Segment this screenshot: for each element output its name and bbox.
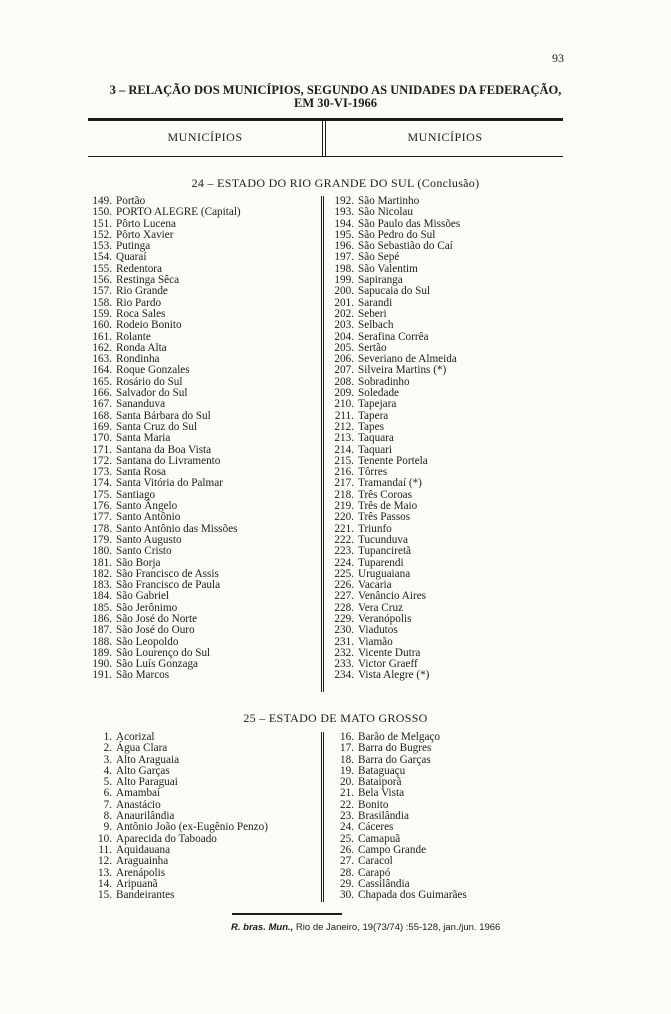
municipality-name: Salvador do Sul xyxy=(116,387,188,400)
item-number: 184. xyxy=(92,590,112,603)
item-number: 161. xyxy=(92,330,112,343)
item-number: 22. xyxy=(340,798,354,811)
municipality-name: Viadutos xyxy=(358,624,398,637)
municipality-name: Redentora xyxy=(116,262,162,275)
item-number: 233. xyxy=(334,658,354,671)
municipality-name: Barra do Bugres xyxy=(358,742,432,755)
municipality-name: Bataguaçu xyxy=(358,764,406,777)
item-number: 10. xyxy=(98,832,112,845)
item-number: 200. xyxy=(334,285,354,298)
item-number: 189. xyxy=(92,646,112,659)
item-number: 3. xyxy=(103,753,112,766)
item-number: 214. xyxy=(334,443,354,456)
municipality-name: Seberi xyxy=(358,307,387,320)
item-number: 21. xyxy=(340,787,354,800)
item-number: 157. xyxy=(92,285,112,298)
list-item xyxy=(85,879,268,890)
municipality-name: Aparecida do Taboado xyxy=(116,832,217,845)
list-item xyxy=(327,433,460,444)
municipality-name: São Valentim xyxy=(358,262,418,275)
list-item xyxy=(85,868,268,879)
municipality-name: Tupanciretã xyxy=(358,545,412,558)
municipality-name: Cassilândia xyxy=(358,877,410,890)
item-number: 191. xyxy=(92,669,112,682)
list-item xyxy=(85,286,241,297)
item-number: 152. xyxy=(92,228,112,241)
page-title: 3 – RELAÇÃO DOS MUNICÍPIOS, SEGUNDO AS UNIDADES DA FEDERAÇÃO, xyxy=(109,83,562,97)
item-number: 194. xyxy=(334,217,354,230)
list-item xyxy=(327,890,467,901)
item-number: 13. xyxy=(98,866,112,879)
list-item xyxy=(85,800,268,811)
item-number: 222. xyxy=(334,533,354,546)
municipality-name: São Sepé xyxy=(358,251,400,264)
item-number: 177. xyxy=(92,511,112,524)
municipality-name: Santo Cristo xyxy=(116,545,172,558)
municipality-name: Triunfo xyxy=(358,522,392,535)
item-number: 234. xyxy=(334,669,354,682)
municipality-name: Tuparendi xyxy=(358,556,404,569)
item-number: 27. xyxy=(340,855,354,868)
municipality-name: Bandeirantes xyxy=(116,889,175,902)
municipality-name: Campo Grande xyxy=(358,843,427,856)
list-item xyxy=(85,845,268,856)
municipality-name: Vera Cruz xyxy=(358,601,404,614)
municipality-name: Vicente Dutra xyxy=(358,646,421,659)
item-number: 23. xyxy=(340,810,354,823)
municipality-name: Tramandaí (*) xyxy=(358,477,422,490)
municipality-name: Santo Augusto xyxy=(116,533,182,546)
item-number: 228. xyxy=(334,601,354,614)
item-number: 232. xyxy=(334,646,354,659)
municipality-name: Rolante xyxy=(116,330,151,343)
municipality-name: Chapada dos Guimarães xyxy=(358,889,467,902)
municipality-name: Tapera xyxy=(358,409,389,422)
item-number: 11. xyxy=(98,843,112,856)
municipality-name: São José do Norte xyxy=(116,612,198,625)
item-number: 205. xyxy=(334,341,354,354)
municipality-list-right xyxy=(327,196,460,682)
municipality-name: Pôrto Xavier xyxy=(116,228,174,241)
municipality-name: Santa Cruz do Sul xyxy=(116,420,198,433)
item-number: 150. xyxy=(92,206,112,219)
item-number: 183. xyxy=(92,579,112,592)
municipality-name: Roca Sales xyxy=(116,307,166,320)
municipality-list-left xyxy=(85,732,268,901)
municipality-name: Taquara xyxy=(358,432,394,445)
municipality-name: Selbach xyxy=(358,319,394,332)
item-number: 225. xyxy=(334,567,354,580)
municipality-name: São José do Ouro xyxy=(116,624,195,637)
municipality-name: São Francisco de Paula xyxy=(116,579,221,592)
list-item xyxy=(327,399,460,410)
item-number: 30. xyxy=(340,889,354,902)
municipality-name: Vacaria xyxy=(358,579,392,592)
item-number: 170. xyxy=(92,432,112,445)
municipality-name: Tapejara xyxy=(358,398,397,411)
municipality-name: Santo Antônio xyxy=(116,511,181,524)
municipality-name: Água Clara xyxy=(116,742,168,755)
list-item xyxy=(85,788,268,799)
municipality-name: Pôrto Lucena xyxy=(116,217,176,230)
list-item xyxy=(327,286,460,297)
item-number: 29. xyxy=(340,877,354,890)
municipality-name: Brasilândia xyxy=(358,810,409,823)
item-number: 172. xyxy=(92,454,112,467)
municipality-name: São Leopoldo xyxy=(116,635,179,648)
municipality-name: Camapuã xyxy=(358,832,401,845)
item-number: 7. xyxy=(103,798,112,811)
municipality-name: Restinga Sêca xyxy=(116,274,180,287)
item-number: 173. xyxy=(92,466,112,479)
item-number: 156. xyxy=(92,274,112,287)
header-column-divider xyxy=(322,120,326,156)
column-divider xyxy=(321,732,324,902)
municipality-name: São Martinho xyxy=(358,195,420,207)
municipality-name: São Pedro do Sul xyxy=(358,228,436,241)
municipality-name: Rosário do Sul xyxy=(116,375,183,388)
municipality-name: Rio Pardo xyxy=(116,296,162,309)
item-number: 207. xyxy=(334,364,354,377)
municipality-name: Tenente Portela xyxy=(358,454,428,467)
municipality-name: Vista Alegre (*) xyxy=(358,669,430,682)
item-number: 220. xyxy=(334,511,354,524)
item-number: 9. xyxy=(103,821,112,834)
item-number: 217. xyxy=(334,477,354,490)
item-number: 215. xyxy=(334,454,354,467)
item-number: 26. xyxy=(340,843,354,856)
item-number: 24. xyxy=(340,821,354,834)
item-number: 15. xyxy=(98,889,112,902)
item-number: 166. xyxy=(92,387,112,400)
list-item xyxy=(85,755,268,766)
item-number: 5. xyxy=(103,776,112,789)
page-title-date: EM 30-VI-1966 xyxy=(294,96,377,110)
municipality-name: São Nicolau xyxy=(358,206,413,219)
item-number: 208. xyxy=(334,375,354,388)
municipality-name: PORTO ALEGRE (Capital) xyxy=(116,206,241,219)
municipality-name: São Gabriel xyxy=(116,590,170,603)
item-number: 226. xyxy=(334,579,354,592)
item-number: 176. xyxy=(92,500,112,513)
item-number: 20. xyxy=(340,776,354,789)
item-number: 230. xyxy=(334,624,354,637)
item-number: 18. xyxy=(340,753,354,766)
municipality-name: Serafina Corrêa xyxy=(358,330,429,343)
item-number: 219. xyxy=(334,500,354,513)
item-number: 155. xyxy=(92,262,112,275)
item-number: 165. xyxy=(92,375,112,388)
municipality-name: Alto Paraguai xyxy=(116,776,178,789)
municipality-name: Sananduva xyxy=(116,398,166,411)
item-number: 190. xyxy=(92,658,112,671)
municipality-name: Santa Maria xyxy=(116,432,171,445)
municipality-name: Tôrres xyxy=(358,466,388,479)
municipality-name: Anastácio xyxy=(116,798,161,811)
municipality-name: Alto Araguaia xyxy=(116,753,180,766)
municipality-name: Antônio João (ex-Eugênio Penzo) xyxy=(116,821,268,834)
citation-text: Rio de Janeiro, 19(73/74) :55-128, jan./jun. 1966 xyxy=(293,922,501,933)
item-number: 206. xyxy=(334,353,354,366)
footer-citation xyxy=(231,922,500,933)
municipality-name: Alto Garças xyxy=(116,764,170,777)
municipality-name: Sapucaia do Sul xyxy=(358,285,431,298)
municipality-name: Aripuanã xyxy=(116,877,158,890)
section-title-rio-grande-do-sul: 24 – ESTADO DO RIO GRANDE DO SUL (Conclusão) xyxy=(191,176,480,190)
item-number: 17. xyxy=(340,742,354,755)
municipality-name: Barra do Garças xyxy=(358,753,431,766)
item-number: 178. xyxy=(92,522,112,535)
municipality-name: Acorizal xyxy=(116,731,155,743)
list-item xyxy=(85,856,268,867)
municipality-name: São Jerônimo xyxy=(116,601,178,614)
list-item xyxy=(85,890,268,901)
column-header-right: MUNICÍPIOS xyxy=(407,130,483,144)
item-number: 179. xyxy=(92,533,112,546)
item-number: 224. xyxy=(334,556,354,569)
municipality-name: Quaraí xyxy=(116,251,147,264)
item-number: 12. xyxy=(98,855,112,868)
municipality-name: Santo Antônio das Missões xyxy=(116,522,238,535)
item-number: 158. xyxy=(92,296,112,309)
municipality-name: Sarandi xyxy=(358,296,393,309)
municipality-name: Aquidauana xyxy=(116,843,171,856)
municipality-name: Barão de Melgaço xyxy=(358,731,441,743)
municipality-name: Sertão xyxy=(358,341,387,354)
municipality-name: Portão xyxy=(116,195,146,207)
municipality-name: São Borja xyxy=(116,556,161,569)
municipality-name: Bonito xyxy=(358,798,389,811)
item-number: 218. xyxy=(334,488,354,501)
item-number: 209. xyxy=(334,387,354,400)
page-number: 93 xyxy=(552,51,564,65)
item-number: 199. xyxy=(334,274,354,287)
municipality-name: Três Passos xyxy=(358,511,411,524)
item-number: 14. xyxy=(98,877,112,890)
municipality-name: Putinga xyxy=(116,240,151,253)
item-number: 188. xyxy=(92,635,112,648)
item-number: 175. xyxy=(92,488,112,501)
item-number: 229. xyxy=(334,612,354,625)
municipality-name: Anaurilândia xyxy=(116,810,175,823)
municipality-name: São Marcos xyxy=(116,669,170,682)
municipality-list-left xyxy=(85,196,241,682)
municipality-name: São Sebastião do Caí xyxy=(358,240,453,253)
list-item xyxy=(85,546,241,557)
section-title-mato-grosso: 25 – ESTADO DE MATO GROSSO xyxy=(243,711,428,725)
item-number: 167. xyxy=(92,398,112,411)
municipality-name: Sapiranga xyxy=(358,274,403,287)
header-bottom-rule xyxy=(88,156,563,157)
item-number: 4. xyxy=(103,764,112,777)
municipality-name: Veranópolis xyxy=(358,612,412,625)
list-item xyxy=(85,777,268,788)
item-number: 186. xyxy=(92,612,112,625)
municipality-name: Tapes xyxy=(358,420,384,433)
municipality-name: São Paulo das Missões xyxy=(358,217,461,230)
municipality-name: Severiano de Almeida xyxy=(358,353,457,366)
journal-name: R. bras. Mun., xyxy=(231,922,294,933)
municipality-name: Santa Vitória do Palmar xyxy=(116,477,223,490)
municipality-name: Santa Bárbara do Sul xyxy=(116,409,211,422)
item-number: 201. xyxy=(334,296,354,309)
item-number: 163. xyxy=(92,353,112,366)
column-header-left: MUNICÍPIOS xyxy=(167,130,243,144)
footer-rule xyxy=(232,913,342,915)
list-item xyxy=(327,670,460,681)
item-number: 210. xyxy=(334,398,354,411)
item-number: 154. xyxy=(92,251,112,264)
municipality-name: Silveira Martins (*) xyxy=(358,364,447,377)
municipality-name: Santana do Livramento xyxy=(116,454,221,467)
item-number: 153. xyxy=(92,240,112,253)
item-number: 192. xyxy=(334,195,354,207)
item-number: 182. xyxy=(92,567,112,580)
list-item xyxy=(85,320,241,331)
municipality-name: Três de Maio xyxy=(358,500,418,513)
item-number: 195. xyxy=(334,228,354,241)
item-number: 160. xyxy=(92,319,112,332)
item-number: 231. xyxy=(334,635,354,648)
item-number: 212. xyxy=(334,420,354,433)
item-number: 16. xyxy=(340,731,354,743)
item-number: 221. xyxy=(334,522,354,535)
item-number: 174. xyxy=(92,477,112,490)
item-number: 159. xyxy=(92,307,112,320)
item-number: 203. xyxy=(334,319,354,332)
municipality-name: Tucunduva xyxy=(358,533,408,546)
municipality-name: Três Coroas xyxy=(358,488,412,501)
municipality-name: Taquari xyxy=(358,443,393,456)
item-number: 213. xyxy=(334,432,354,445)
item-number: 198. xyxy=(334,262,354,275)
item-number: 25. xyxy=(340,832,354,845)
list-item xyxy=(85,670,241,681)
list-item xyxy=(327,856,467,867)
municipality-name: Santa Rosa xyxy=(116,466,167,479)
item-number: 187. xyxy=(92,624,112,637)
municipality-name: Caracol xyxy=(358,855,393,868)
item-number: 216. xyxy=(334,466,354,479)
municipality-name: São Lourenço do Sul xyxy=(116,646,211,659)
item-number: 202. xyxy=(334,307,354,320)
item-number: 171. xyxy=(92,443,112,456)
item-number: 28. xyxy=(340,866,354,879)
municipality-name: Cáceres xyxy=(358,821,394,834)
municipality-name: São Francisco de Assis xyxy=(116,567,219,580)
item-number: 19. xyxy=(340,764,354,777)
municipality-name: Sobradinho xyxy=(358,375,410,388)
municipality-name: Viamão xyxy=(358,635,393,648)
item-number: 197. xyxy=(334,251,354,264)
municipality-name: Arenápolis xyxy=(116,866,166,879)
municipality-name: Santana da Boa Vista xyxy=(116,443,212,456)
item-number: 8. xyxy=(103,810,112,823)
list-item xyxy=(85,834,268,845)
list-item xyxy=(327,625,460,636)
municipality-name: Soledade xyxy=(358,387,400,400)
municipality-name: Victor Graeff xyxy=(358,658,418,671)
item-number: 2. xyxy=(103,742,112,755)
item-number: 169. xyxy=(92,420,112,433)
municipality-list-right xyxy=(327,732,467,901)
municipality-name: Rondinha xyxy=(116,353,160,366)
item-number: 223. xyxy=(334,545,354,558)
municipality-name: Amambaí xyxy=(116,787,161,800)
municipality-name: Rio Grande xyxy=(116,285,168,298)
item-number: 149. xyxy=(92,195,112,207)
item-number: 1. xyxy=(103,731,112,743)
municipality-name: Carapó xyxy=(358,866,391,879)
item-number: 180. xyxy=(92,545,112,558)
municipality-name: Bataiporã xyxy=(358,776,402,789)
municipality-name: Uruguaiana xyxy=(358,567,411,580)
item-number: 211. xyxy=(334,409,354,422)
item-number: 193. xyxy=(334,206,354,219)
item-number: 6. xyxy=(103,787,112,800)
municipality-name: Santiago xyxy=(116,488,156,501)
municipality-name: São Luís Gonzaga xyxy=(116,658,199,671)
municipality-name: Bela Vista xyxy=(358,787,405,800)
municipality-name: Santo Ângelo xyxy=(116,500,178,513)
item-number: 151. xyxy=(92,217,112,230)
item-number: 196. xyxy=(334,240,354,253)
list-item xyxy=(327,512,460,523)
item-number: 185. xyxy=(92,601,112,614)
municipality-name: Ronda Alta xyxy=(116,341,167,354)
item-number: 164. xyxy=(92,364,112,377)
column-divider xyxy=(321,196,324,692)
municipality-name: Araguainha xyxy=(116,855,169,868)
municipality-name: Venâncio Aires xyxy=(358,590,427,603)
item-number: 227. xyxy=(334,590,354,603)
list-item xyxy=(85,732,268,743)
item-number: 181. xyxy=(92,556,112,569)
municipality-name: Roque Gonzales xyxy=(116,364,190,377)
municipality-name: Rodeio Bonito xyxy=(116,319,182,332)
item-number: 204. xyxy=(334,330,354,343)
item-number: 162. xyxy=(92,341,112,354)
item-number: 168. xyxy=(92,409,112,422)
